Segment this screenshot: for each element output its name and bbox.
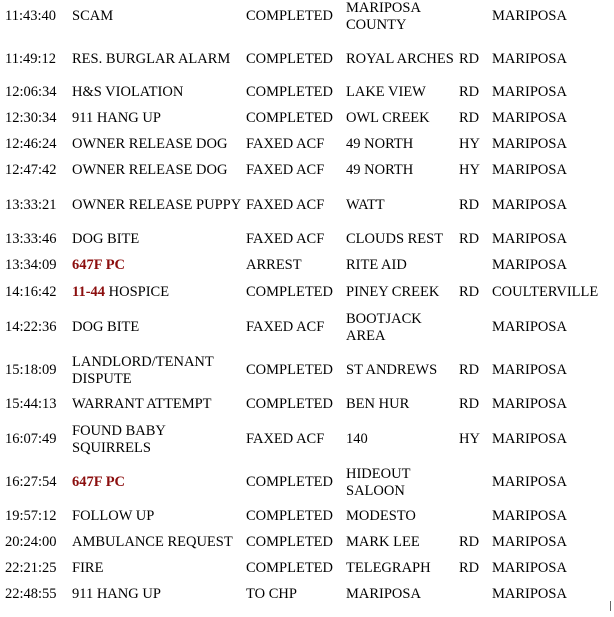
row-event: FOUND BABY SQUIRRELS <box>72 422 166 456</box>
row-time: 15:18:09 <box>5 362 57 379</box>
row-city: MARIPOSA <box>492 508 567 525</box>
row-event: WARRANT ATTEMPT <box>72 396 212 413</box>
row-city: MARIPOSA <box>492 362 567 379</box>
row-street-suffix <box>459 465 489 501</box>
row-event-cell <box>72 110 244 128</box>
row-code: 647F PC <box>72 474 126 491</box>
log-row <box>0 310 614 346</box>
row-city: MARIPOSA <box>492 257 567 274</box>
row-event-cell <box>72 465 244 501</box>
row-time: 16:07:49 <box>5 431 57 448</box>
log-row <box>0 465 614 501</box>
row-event-cell <box>72 508 244 526</box>
row-street-suffix <box>459 310 489 346</box>
row-event: OWNER RELEASE DOG <box>72 162 228 179</box>
log-row <box>0 257 614 275</box>
log-row <box>0 162 614 180</box>
row-street-suffix: RD <box>459 231 480 248</box>
row-event-cell <box>72 42 244 78</box>
row-status: COMPLETED <box>246 474 333 491</box>
row-event-cell <box>72 353 244 389</box>
log-row <box>0 534 614 552</box>
log-row <box>0 560 614 578</box>
row-status: FAXED ACF <box>246 431 325 448</box>
row-street-suffix <box>459 0 489 34</box>
row-city: MARIPOSA <box>492 8 567 25</box>
log-row <box>0 188 614 224</box>
row-street: OWL CREEK <box>346 110 430 127</box>
row-code: 11-44 <box>72 284 106 301</box>
row-street: 49 NORTH <box>346 136 414 153</box>
row-street: BOOTJACK AREA <box>346 310 422 344</box>
row-status: COMPLETED <box>246 508 333 525</box>
row-status: COMPLETED <box>246 84 333 101</box>
row-event: 911 HANG UP <box>72 110 161 127</box>
row-status: FAXED ACF <box>246 197 325 214</box>
row-time: 13:34:09 <box>5 257 57 274</box>
row-time: 13:33:46 <box>5 231 57 248</box>
row-time: 13:33:21 <box>5 197 57 214</box>
row-city: MARIPOSA <box>492 110 567 127</box>
log-row <box>0 84 614 102</box>
row-street: PINEY CREEK <box>346 284 440 301</box>
row-street-suffix: RD <box>459 284 480 301</box>
row-status: FAXED ACF <box>246 162 325 179</box>
row-time: 19:57:12 <box>5 508 57 525</box>
row-city: MARIPOSA <box>492 560 567 577</box>
row-event: FOLLOW UP <box>72 508 155 525</box>
row-city: MARIPOSA <box>492 586 567 603</box>
row-city: MARIPOSA <box>492 534 567 551</box>
row-event-cell <box>72 231 244 249</box>
row-time: 16:27:54 <box>5 474 57 491</box>
row-city: MARIPOSA <box>492 197 567 214</box>
row-status: COMPLETED <box>246 534 333 551</box>
row-status: COMPLETED <box>246 396 333 413</box>
row-street: 49 NORTH <box>346 162 414 179</box>
log-row <box>0 0 614 34</box>
row-city: MARIPOSA <box>492 319 567 336</box>
row-event-cell <box>72 396 244 414</box>
row-time: 12:47:42 <box>5 162 57 179</box>
row-street-suffix: RD <box>459 197 480 214</box>
row-status: COMPLETED <box>246 362 333 379</box>
row-city: MARIPOSA <box>492 51 567 68</box>
row-status: FAXED ACF <box>246 136 325 153</box>
row-street: BEN HUR <box>346 396 410 413</box>
row-code: 647F PC <box>72 257 126 274</box>
row-street: MARIPOSA <box>346 586 421 603</box>
row-event-cell <box>72 560 244 578</box>
row-event: OWNER RELEASE PUPPY <box>72 197 242 214</box>
row-status: COMPLETED <box>246 110 333 127</box>
row-time: 11:49:12 <box>5 51 57 68</box>
row-event-cell <box>72 0 244 34</box>
row-street-suffix: RD <box>459 51 480 68</box>
row-street-suffix: RD <box>459 362 480 379</box>
row-event-cell <box>72 188 244 224</box>
row-street: MARIPOSA COUNTY <box>346 0 421 33</box>
row-street-suffix <box>459 586 489 604</box>
row-status: TO CHP <box>246 586 297 603</box>
row-event-cell <box>72 534 244 552</box>
log-row <box>0 353 614 389</box>
row-event-cell <box>72 586 244 604</box>
row-city: MARIPOSA <box>492 231 567 248</box>
row-street: MARK LEE <box>346 534 420 551</box>
row-street-suffix: HY <box>459 431 480 448</box>
row-event-cell <box>72 310 244 346</box>
row-street: MODESTO <box>346 508 416 525</box>
row-time: 15:44:13 <box>5 396 57 413</box>
row-street-suffix: RD <box>459 396 480 413</box>
row-street: CLOUDS REST <box>346 231 444 248</box>
row-time: 12:46:24 <box>5 136 57 153</box>
log-row <box>0 42 614 78</box>
row-time: 12:06:34 <box>5 84 57 101</box>
row-status: COMPLETED <box>246 8 333 25</box>
log-row <box>0 136 614 154</box>
row-street: ROYAL ARCHES <box>346 51 454 68</box>
row-time: 11:43:40 <box>5 8 57 25</box>
row-time: 14:16:42 <box>5 284 57 301</box>
row-street: WATT <box>346 197 385 214</box>
row-street: TELEGRAPH <box>346 560 431 577</box>
row-event: RES. BURGLAR ALARM <box>72 51 231 68</box>
row-city: MARIPOSA <box>492 396 567 413</box>
row-status: COMPLETED <box>246 51 333 68</box>
row-street: ST ANDREWS <box>346 362 438 379</box>
row-city: MARIPOSA <box>492 162 567 179</box>
log-row <box>0 508 614 526</box>
row-time: 22:48:55 <box>5 586 57 603</box>
row-event: HOSPICE <box>108 284 170 301</box>
row-status: COMPLETED <box>246 284 333 301</box>
row-event: LANDLORD/TENANT DISPUTE <box>72 353 214 387</box>
row-event: DOG BITE <box>72 231 140 248</box>
row-event: H&S VIOLATION <box>72 84 184 101</box>
row-event: AMBULANCE REQUEST <box>72 534 233 551</box>
row-city: MARIPOSA <box>492 136 567 153</box>
row-status: COMPLETED <box>246 560 333 577</box>
row-street: LAKE VIEW <box>346 84 426 101</box>
row-street-suffix: HY <box>459 136 480 153</box>
log-row <box>0 422 614 458</box>
row-event: 911 HANG UP <box>72 586 161 603</box>
row-time: 14:22:36 <box>5 319 57 336</box>
row-event: DOG BITE <box>72 319 140 336</box>
row-street: RITE AID <box>346 257 407 274</box>
row-event-cell <box>72 422 244 458</box>
row-event: OWNER RELEASE DOG <box>72 136 228 153</box>
row-city: MARIPOSA <box>492 84 567 101</box>
row-street-suffix: RD <box>459 560 480 577</box>
row-event-cell <box>72 284 244 302</box>
row-status: ARREST <box>246 257 302 274</box>
row-event-cell <box>72 84 244 102</box>
log-row <box>0 396 614 414</box>
row-street-suffix: RD <box>459 534 480 551</box>
row-event: FIRE <box>72 560 104 577</box>
row-time: 20:24:00 <box>5 534 57 551</box>
row-street: 140 <box>346 431 368 448</box>
row-status: FAXED ACF <box>246 319 325 336</box>
row-event-cell <box>72 257 244 275</box>
row-city: COULTERVILLE <box>492 284 599 301</box>
log-row <box>0 284 614 302</box>
row-event-cell <box>72 162 244 180</box>
row-street-suffix: HY <box>459 162 480 179</box>
row-street: HIDEOUT SALOON <box>346 465 411 499</box>
row-time: 12:30:34 <box>5 110 57 127</box>
row-time: 22:21:25 <box>5 560 57 577</box>
row-street-suffix <box>459 508 489 526</box>
log-row <box>0 231 614 249</box>
row-street-suffix: RD <box>459 110 480 127</box>
row-street-suffix: RD <box>459 84 480 101</box>
row-event-cell <box>72 136 244 154</box>
page-edge-mark <box>610 601 612 611</box>
log-row <box>0 110 614 128</box>
row-city: MARIPOSA <box>492 474 567 491</box>
row-event: SCAM <box>72 8 114 25</box>
log-row <box>0 586 614 604</box>
row-status: FAXED ACF <box>246 231 325 248</box>
row-city: MARIPOSA <box>492 431 567 448</box>
row-street-suffix <box>459 257 489 275</box>
